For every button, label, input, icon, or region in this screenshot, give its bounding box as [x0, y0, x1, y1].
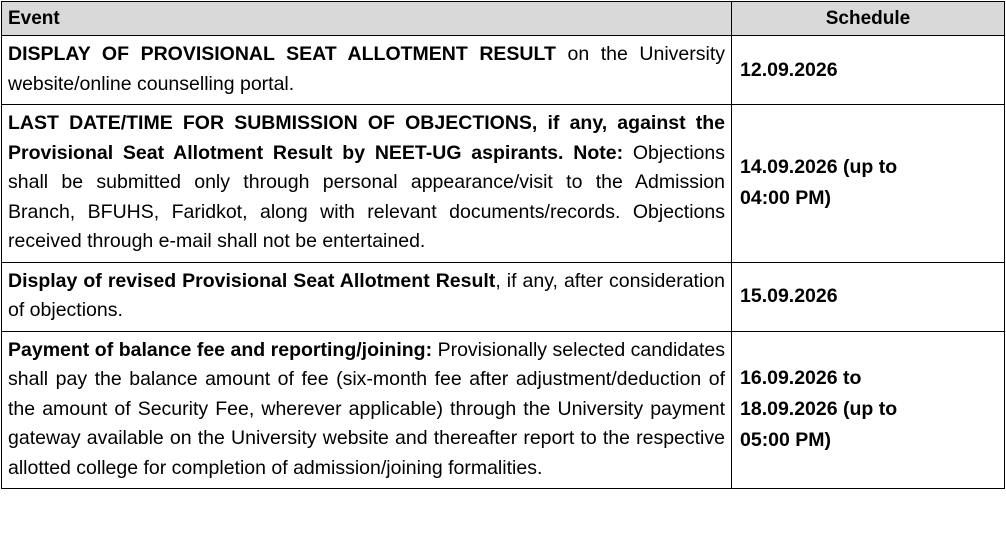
event-text: , if any, after consideration of objections.	[8, 269, 725, 321]
event-text-bold: LAST DATE/TIME FOR SUBMISSION OF OBJECTIONS, if any, against the Provisional Seat Allotment Result by NEET-UG aspirants. Note:	[8, 112, 725, 164]
event-text-bold: Payment of balance fee and reporting/joining:	[8, 338, 433, 361]
table-body	[2, 36, 1005, 489]
schedule-cell	[732, 262, 1005, 331]
event-column-header: Event	[2, 2, 732, 36]
schedule-date: 18.09.2026 (up to	[740, 398, 898, 421]
event-text: Objections shall be submitted only through personal appearance/visit to the Admission Branch, BFUHS, Faridkot, along with relevant documents/records. Objections received through e-mail shall not be entertained.	[8, 141, 725, 252]
schedule-table	[1, 1, 1005, 489]
table-row	[2, 105, 1005, 263]
table-row	[2, 331, 1005, 489]
event-text: on the University website/online counselling portal.	[8, 43, 726, 95]
schedule-date: 16.09.2026 to	[740, 367, 862, 390]
table-row	[2, 262, 1005, 331]
event-text-bold: DISPLAY OF PROVISIONAL SEAT ALLOTMENT RESULT	[8, 43, 556, 65]
schedule-cell	[732, 331, 1005, 489]
table-row	[2, 36, 1005, 105]
schedule-date: 12.09.2026	[740, 58, 838, 81]
table-header-row	[2, 2, 1005, 36]
event-cell	[2, 331, 732, 489]
schedule-cell	[732, 36, 1005, 105]
schedule-cell	[732, 105, 1005, 263]
event-cell	[2, 262, 732, 331]
event-text: Provisionally selected candidates shall pay the balance amount of fee (six-month fee after adjustment/deduction of the amount of Security Fee, wherever applicable) through the University payment gateway available on the University website and thereafter report to the respective allotted college for completion of admission/joining formalities.	[8, 338, 725, 479]
event-text-bold: Display of revised Provisional Seat Allotment Result	[8, 269, 496, 292]
schedule-date: 14.09.2026 (up to	[740, 156, 898, 179]
event-cell	[2, 36, 732, 105]
schedule-date: 05:00 PM)	[740, 429, 832, 452]
schedule-date: 04:00 PM)	[740, 187, 832, 210]
schedule-column-header: Schedule	[732, 2, 1005, 36]
event-cell	[2, 105, 732, 263]
schedule-date: 15.09.2026	[740, 285, 838, 307]
